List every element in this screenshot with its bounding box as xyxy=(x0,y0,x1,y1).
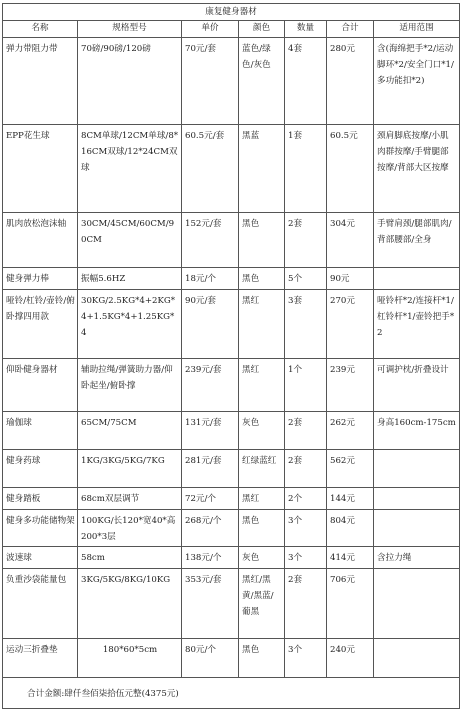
cell-price: 131元/套 xyxy=(182,412,239,450)
cell-qty: 5个 xyxy=(285,268,327,290)
cell-total: 262元 xyxy=(327,412,374,450)
cell-qty: 1个 xyxy=(285,359,327,412)
header-name: 名称 xyxy=(3,21,78,38)
table-row xyxy=(3,290,460,359)
cell-spec: 58cm xyxy=(78,547,182,569)
cell-scope xyxy=(374,268,460,290)
header-total: 合计 xyxy=(327,21,374,38)
cell-scope: 含拉力绳 xyxy=(374,547,460,569)
cell-spec: 180*60*5cm xyxy=(78,639,182,678)
cell-spec: 8CM单球/12CM单球/8*16CM双球/12*24CM双球 xyxy=(78,125,182,213)
cell-spec: 65CM/75CM xyxy=(78,412,182,450)
cell-scope xyxy=(374,488,460,510)
cell-spec: 100KG/长120*宽40*高200*3层 xyxy=(78,510,182,547)
cell-total: 706元 xyxy=(327,569,374,639)
table-row xyxy=(3,412,460,450)
cell-color: 黑红/黑黄/黑蓝/葡黑 xyxy=(239,569,285,639)
table-row xyxy=(3,213,460,268)
cell-qty: 4套 xyxy=(285,38,327,125)
header-spec: 规格型号 xyxy=(78,21,182,38)
table-row xyxy=(3,639,460,678)
cell-price: 138元/个 xyxy=(182,547,239,569)
cell-qty: 3个 xyxy=(285,639,327,678)
cell-price: 60.5元/套 xyxy=(182,125,239,213)
cell-scope: 哑铃杆*2/连接杆*1/杠铃杆*1/壶铃把手*2 xyxy=(374,290,460,359)
cell-color: 灰色 xyxy=(239,412,285,450)
cell-qty: 1套 xyxy=(285,125,327,213)
table-row xyxy=(3,547,460,569)
cell-scope: 颈肩脚底按摩/小肌肉群按摩/手臂腿部按摩/背部大区按摩 xyxy=(374,125,460,213)
cell-color: 黑红 xyxy=(239,359,285,412)
cell-color: 黑色 xyxy=(239,213,285,268)
cell-total: 60.5元 xyxy=(327,125,374,213)
cell-scope xyxy=(374,450,460,488)
cell-scope xyxy=(374,569,460,639)
cell-name: 哑铃/杠铃/壶铃/俯卧撑四用款 xyxy=(3,290,78,359)
header-scope: 适用范围 xyxy=(374,21,460,38)
cell-name: 瑜伽球 xyxy=(3,412,78,450)
table-row xyxy=(3,125,460,213)
cell-total: 90元 xyxy=(327,268,374,290)
header-color: 颜色 xyxy=(239,21,285,38)
table-row xyxy=(3,569,460,639)
cell-name: EPP花生球 xyxy=(3,125,78,213)
cell-total: 562元 xyxy=(327,450,374,488)
cell-color: 黑色 xyxy=(239,510,285,547)
header-row xyxy=(3,21,460,38)
cell-scope: 可调护枕/折叠设计 xyxy=(374,359,460,412)
cell-name: 负重沙袋能量包 xyxy=(3,569,78,639)
cell-qty: 2个 xyxy=(285,488,327,510)
cell-qty: 2套 xyxy=(285,450,327,488)
table-row xyxy=(3,359,460,412)
cell-scope: 手臂肩颈/腿部肌肉/背部腰部/全身 xyxy=(374,213,460,268)
table-title: 康复健身器材 xyxy=(3,4,460,21)
cell-name: 弹力带阻力带 xyxy=(3,38,78,125)
cell-price: 281元/套 xyxy=(182,450,239,488)
cell-price: 70元/套 xyxy=(182,38,239,125)
cell-name: 仰卧健身器材 xyxy=(3,359,78,412)
cell-name: 波速球 xyxy=(3,547,78,569)
cell-scope: 身高160cm-175cm xyxy=(374,412,460,450)
cell-price: 90元/套 xyxy=(182,290,239,359)
cell-total: 804元 xyxy=(327,510,374,547)
cell-total: 280元 xyxy=(327,38,374,125)
cell-name: 健身药球 xyxy=(3,450,78,488)
table-row xyxy=(3,450,460,488)
cell-scope: 含(海绵把手*2/运动脚环*2/安全门口*1/多功能扣*2) xyxy=(374,38,460,125)
cell-color: 黑色 xyxy=(239,268,285,290)
cell-color: 黑红 xyxy=(239,290,285,359)
table-row xyxy=(3,268,460,290)
cell-qty: 3个 xyxy=(285,547,327,569)
grand-total: 合计金额:肆仟叁佰柒拾伍元整(4375元) xyxy=(3,678,460,709)
cell-total: 304元 xyxy=(327,213,374,268)
cell-color: 红绿蓝红 xyxy=(239,450,285,488)
header-qty: 数量 xyxy=(285,21,327,38)
cell-price: 72元/个 xyxy=(182,488,239,510)
cell-price: 152元/套 xyxy=(182,213,239,268)
cell-price: 18元/个 xyxy=(182,268,239,290)
cell-name: 健身多功能储物架 xyxy=(3,510,78,547)
cell-spec: 68cm双层调节 xyxy=(78,488,182,510)
cell-price: 268元/个 xyxy=(182,510,239,547)
cell-spec: 30CM/45CM/60CM/90CM xyxy=(78,213,182,268)
cell-price: 353元/套 xyxy=(182,569,239,639)
footer-row xyxy=(3,678,460,709)
cell-price: 239元/套 xyxy=(182,359,239,412)
table-row xyxy=(3,488,460,510)
cell-qty: 3套 xyxy=(285,290,327,359)
cell-color: 黑色 xyxy=(239,639,285,678)
cell-color: 蓝色/绿色/灰色 xyxy=(239,38,285,125)
equipment-table xyxy=(2,3,460,709)
cell-name: 肌肉放松泡沫轴 xyxy=(3,213,78,268)
cell-color: 黑蓝 xyxy=(239,125,285,213)
cell-total: 270元 xyxy=(327,290,374,359)
cell-qty: 2套 xyxy=(285,569,327,639)
cell-spec: 70磅/90磅/120磅 xyxy=(78,38,182,125)
cell-color: 黑红 xyxy=(239,488,285,510)
cell-spec: 1KG/3KG/5KG/7KG xyxy=(78,450,182,488)
cell-spec: 30KG/2.5KG*4+2KG*4+1.5KG*4+1.25KG*4 xyxy=(78,290,182,359)
cell-total: 239元 xyxy=(327,359,374,412)
cell-total: 414元 xyxy=(327,547,374,569)
table-row xyxy=(3,510,460,547)
cell-qty: 2套 xyxy=(285,213,327,268)
table-row xyxy=(3,38,460,125)
cell-scope xyxy=(374,510,460,547)
cell-price: 80元/个 xyxy=(182,639,239,678)
cell-qty: 2套 xyxy=(285,412,327,450)
cell-name: 健身踏板 xyxy=(3,488,78,510)
header-price: 单价 xyxy=(182,21,239,38)
cell-spec: 辅助拉绳/弹簧助力器/仰卧起坐/俯卧撑 xyxy=(78,359,182,412)
cell-total: 240元 xyxy=(327,639,374,678)
cell-spec: 振幅5.6HZ xyxy=(78,268,182,290)
cell-name: 健身弹力棒 xyxy=(3,268,78,290)
cell-total: 144元 xyxy=(327,488,374,510)
cell-qty: 3个 xyxy=(285,510,327,547)
cell-color: 灰色 xyxy=(239,547,285,569)
cell-spec: 3KG/5KG/8KG/10KG xyxy=(78,569,182,639)
cell-scope xyxy=(374,639,460,678)
cell-name: 运动三折叠垫 xyxy=(3,639,78,678)
